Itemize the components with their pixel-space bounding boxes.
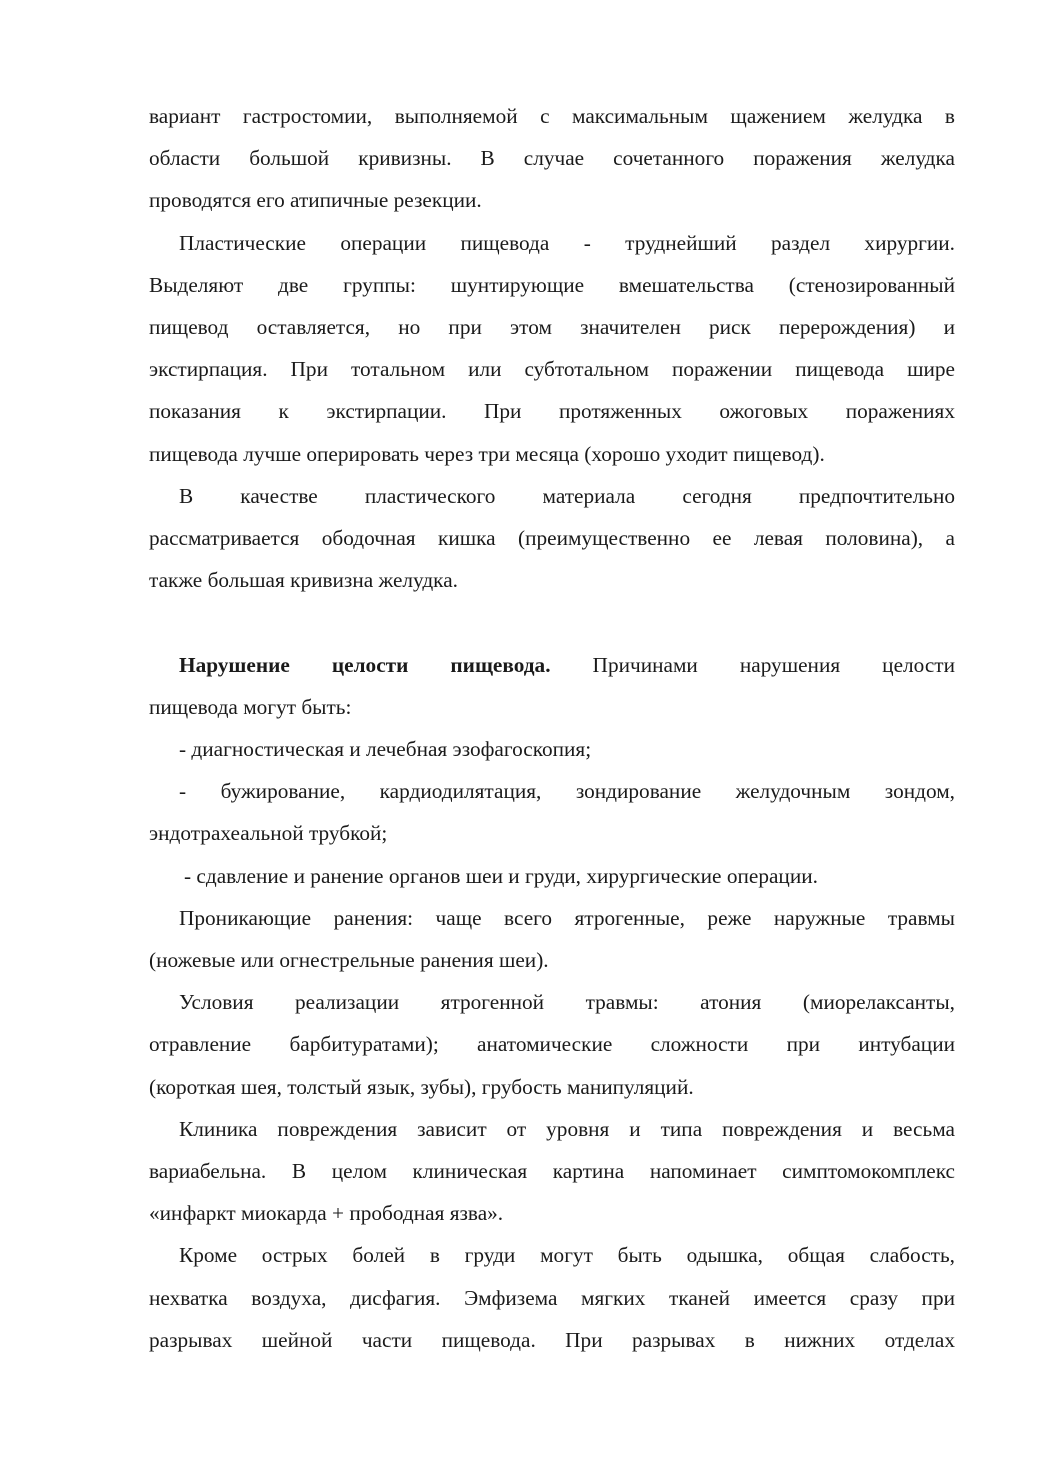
text-line: «инфаркт миокарда + прободная язва». <box>149 1201 504 1226</box>
text-line: Выделяют две группы: шунтирующие вмешательства (стенозированный <box>149 272 955 297</box>
text-line: вариабельна. В целом клиническая картина напоминает симптомокомплекс <box>149 1159 955 1183</box>
text-line: вариант гастростомии, выполняемой с максимальным щажением желудка в <box>149 104 955 128</box>
text-line <box>149 644 955 686</box>
text-line: В качестве пластического материала сегодня предпочтительно <box>179 483 955 508</box>
text-line: экстирпация. При тотальном или субтотальном поражении пищевода шире <box>149 357 955 382</box>
text-line: пищевода лучше оперировать через три месяца (хорошо уходит пищевод). <box>149 441 825 466</box>
blank-line <box>149 601 955 643</box>
text-line: - бужирование, кардиодилятация, зондирование желудочным зондом, <box>179 779 955 804</box>
text-line: разрывах шейной части пищевода. При разрывах в нижних отделах <box>149 1327 955 1352</box>
text-line: Пластические операции пищевода - труднейший раздел хирургии. <box>179 230 955 255</box>
text-line: показания к экстирпации. При протяженных ожоговых поражениях <box>149 399 955 424</box>
text-line: пищевод оставляется, но при этом значителен риск перерождения) и <box>149 315 955 339</box>
text-line: отравление барбитуратами); анатомические сложности при интубации <box>149 1032 955 1057</box>
text-line: - диагностическая и лечебная эзофагоскопия; <box>179 737 592 761</box>
text-line: Кроме острых болей в груди могут быть одышка, общая слабость, <box>179 1243 955 1268</box>
text-line: (ножевые или огнестрельные ранения шеи). <box>149 948 549 972</box>
text-line: также большая кривизна желудка. <box>149 568 458 593</box>
text-line: Проникающие ранения: чаще всего ятрогенные, реже наружные травмы <box>179 905 955 930</box>
text-line: Условия реализации ятрогенной травмы: атония (миорелаксанты, <box>179 990 955 1015</box>
text-line: (короткая шея, толстый язык, зубы), грубость манипуляций. <box>149 1074 694 1099</box>
text-line: области большой кривизны. В случае сочетанного поражения желудка <box>149 146 955 171</box>
section-heading: Нарушение целости пищевода. <box>179 652 551 677</box>
text-line: Клиника повреждения зависит от уровня и типа повреждения и весьма <box>179 1116 955 1141</box>
text-line: проводятся его атипичные резекции. <box>149 188 482 213</box>
line-text: Причинами нарушения целости <box>550 652 955 677</box>
text-line: рассматривается ободочная кишка (преимущественно ее левая половина), а <box>149 526 955 550</box>
text-line: - сдавление и ранение органов шеи и груди, хирургические операции. <box>184 863 818 888</box>
text-line: нехватка воздуха, дисфагия. Эмфизема мягких тканей имеется сразу при <box>149 1285 955 1310</box>
text-line: пищевода могут быть: <box>149 694 352 719</box>
text-line: эндотрахеальной трубкой; <box>149 821 388 846</box>
